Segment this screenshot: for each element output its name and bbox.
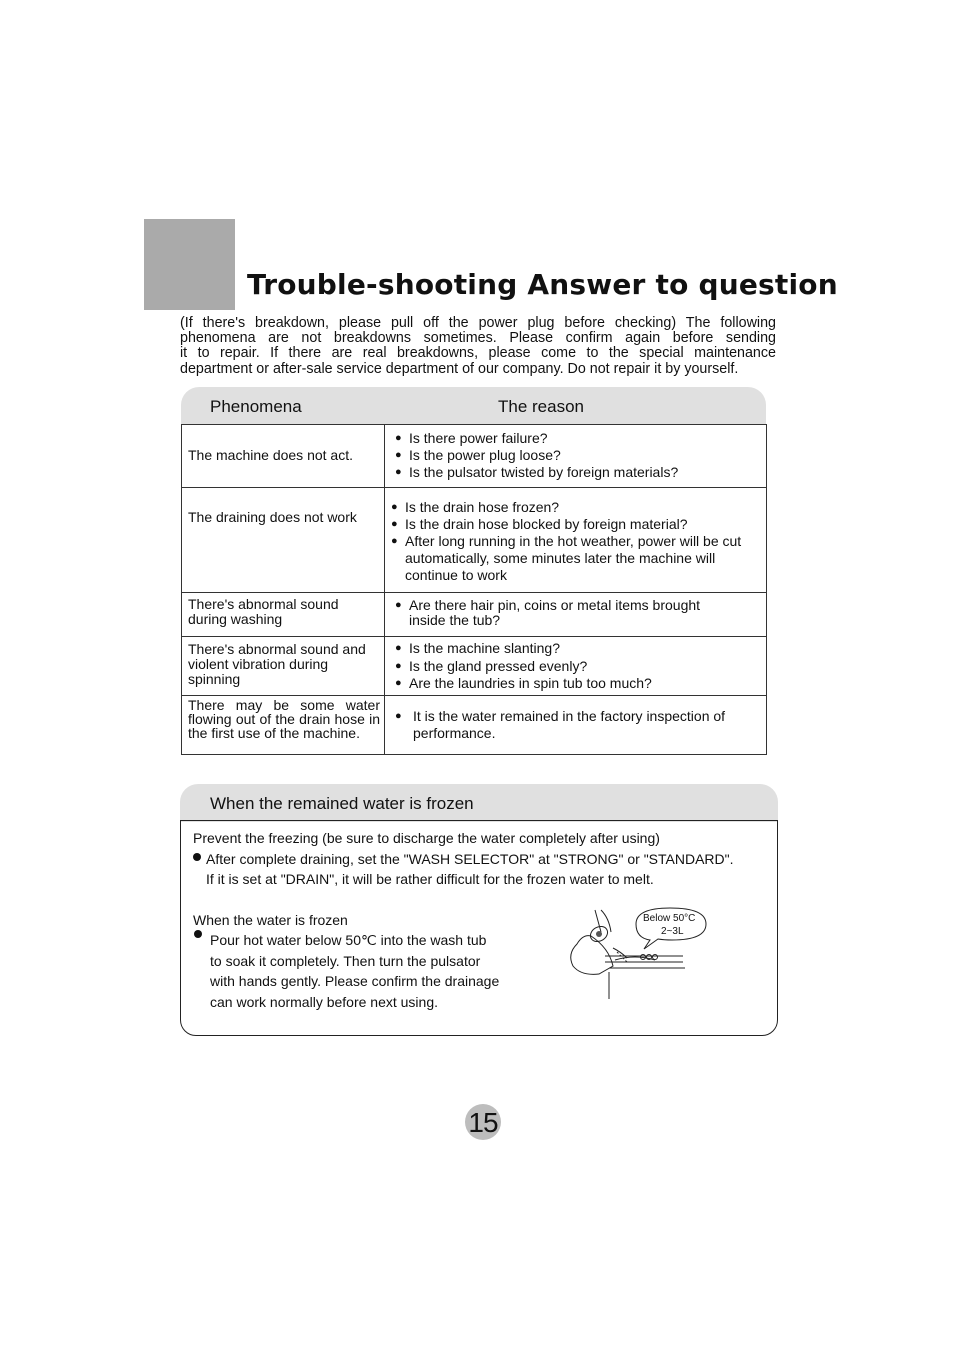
reason-item: Is the machine slanting? (409, 640, 560, 656)
phenomenon-cell: The draining does not work (182, 488, 385, 593)
intro-line: (If there's breakdown, please pull off the power plug before checking) The following (180, 315, 776, 331)
phenomenon-cell: The machine does not act. (182, 425, 385, 488)
page-title: Trouble-shooting Answer to question (247, 268, 838, 301)
reason-cell (385, 425, 767, 488)
column-header-phenomena: Phenomena (210, 397, 302, 416)
reason-item: Are there hair pin, coins or metal items brought inside the tub? (409, 597, 701, 628)
reason-item: It is the water remained in the factory inspection of performance. (413, 708, 726, 741)
bullet-icon (193, 853, 201, 861)
pour-instruction-line: Pour hot water below 50℃ into the wash tub (210, 932, 487, 948)
intro-line: it to repair. If there are real breakdowns, please come to the special maintenance (180, 345, 776, 362)
bullet-icon: ● (395, 466, 402, 478)
intro-line: department or after-sale service department of our company. Do not repair it by yourself. (180, 360, 739, 377)
bullet-icon: ● (395, 659, 402, 672)
bullet-icon: ● (391, 518, 398, 530)
bullet-icon: ● (395, 642, 402, 654)
table-row (182, 425, 767, 488)
reason-item: Is the power plug loose? (409, 447, 561, 463)
reason-cell (385, 696, 767, 755)
pour-instruction-line: to soak it completely. Then turn the pulsator (210, 953, 481, 969)
phenomenon-cell: There's abnormal sound during washing (182, 593, 385, 637)
frozen-section-header (180, 784, 778, 822)
table-row (182, 637, 767, 696)
bullet-icon: ● (391, 501, 398, 513)
intro-paragraph (180, 316, 776, 377)
bullet-icon: ● (395, 710, 402, 722)
bullet-icon: ● (395, 599, 402, 611)
bubble-temperature: Below 50°C (643, 913, 696, 924)
frozen-bullet-line: After complete draining, set the "WASH SELECTOR" at "STRONG" or "STANDARD". (206, 851, 734, 867)
reason-item: Is the drain hose blocked by foreign material? (405, 516, 688, 532)
bullet-icon: ● (395, 677, 402, 689)
reason-cell (385, 488, 767, 593)
reason-item: Is there power failure? (409, 430, 548, 446)
pour-instruction-line: can work normally before next using. (210, 994, 438, 1010)
intro-line: phenomena are not breakdowns sometimes. Please confirm again before sending (180, 330, 776, 347)
reason-cell (385, 593, 767, 637)
table-header (181, 387, 766, 425)
bubble-volume: 2~3L (661, 926, 684, 937)
bullet-icon: ● (395, 449, 402, 461)
prevent-text: Prevent the freezing (be sure to discharge the water completely after using) (193, 830, 660, 846)
reason-cell (385, 637, 767, 696)
page-number: 15 (465, 1104, 501, 1140)
reason-item: Is the pulsator twisted by foreign materials? (409, 464, 679, 480)
reason-item: Is the drain hose frozen? (405, 499, 560, 515)
column-header-reason: The reason (498, 397, 584, 416)
frozen-bullet-line: If it is set at "DRAIN", it will be rather difficult for the frozen water to melt. (206, 871, 654, 887)
bullet-icon (194, 930, 202, 938)
frozen-heading: When the remained water is frozen (210, 794, 474, 813)
reason-item: Is the gland pressed evenly? (409, 657, 588, 674)
section-marker (144, 219, 235, 310)
bullet-icon: ● (391, 535, 398, 547)
phenomenon-cell: There may be some water flowing out of the drain hose in the first use of the machine. (182, 696, 385, 755)
phenomenon-cell: There's abnormal sound and violent vibration during spinning (182, 637, 385, 696)
table-row (182, 593, 767, 637)
pour-instruction-line: with hands gently. Please confirm the drainage (210, 973, 500, 989)
when-frozen-label: When the water is frozen (193, 912, 348, 928)
reason-item: Are the laundries in spin tub too much? (409, 675, 652, 691)
reason-item: After long running in the hot weather, power will be cut automatically, some minutes later the machine will continue to work (405, 533, 742, 583)
trouble-table (181, 424, 767, 755)
table-row (182, 488, 767, 593)
bullet-icon: ● (395, 432, 402, 444)
table-row (182, 696, 767, 755)
